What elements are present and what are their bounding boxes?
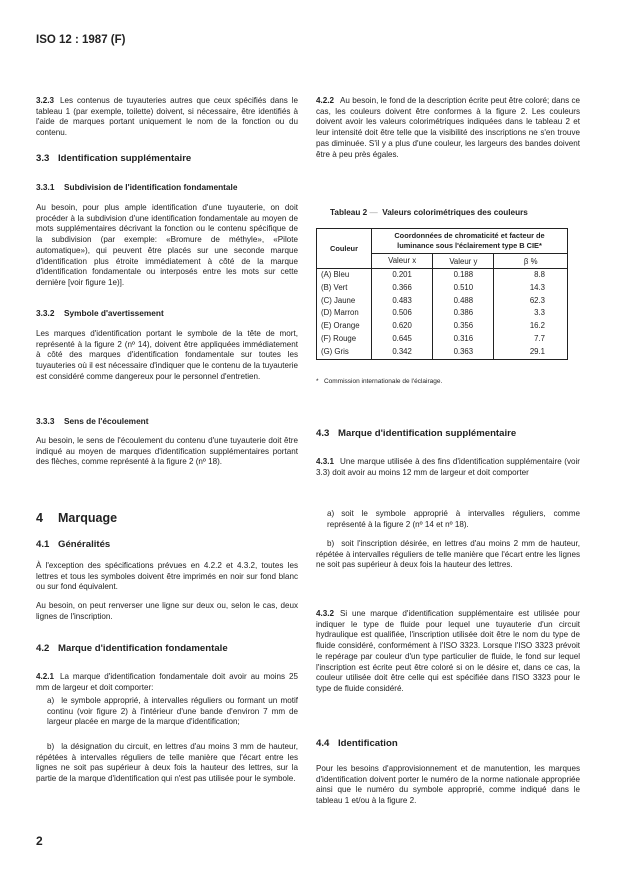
heading-4-4: 4.4 Identification <box>316 738 398 749</box>
paragraph-3-3-2: Les marques d'identification portant le symbole de la tête de mort, représenté à la figure 2 (nº 14), doivent être appliquées immédiatement à côté des marques d'identification fondamentale sur toutes les tuyauteries où il est nécessaire d'indiquer que le contenu de la tuyauterie est considéré comme dangereux pour le personnel d'entretien. <box>36 329 298 381</box>
clause-4-2-1-item-b: b) la désignation du circuit, en lettres d'au moins 3 mm de hauteur, répétées à intervalles réguliers de telle manière que l'écart entre les lignes ne soit pas supérieur à deux fois la hauteur des lettres, sur la partie de la marque d'identification qui n'est pas utilisée pour le symbole. <box>36 742 298 784</box>
paragraph-3-3-3: Au besoin, le sens de l'écoulement du contenu d'une tuyauterie doit être indiqué au moyen de marques d'identification supplémentaires portant des flèches, comme représenté à la figure 2 (nº 18). <box>36 436 298 467</box>
cell-couleur: (E) Orange <box>317 320 372 333</box>
clause-4-3-2: 4.3.2 Si une marque d'identification supplémentaire est utilisée pour indiquer le type de fluide pour lequel une tuyauterie d'un circuit hydraulique est qualifiée, l'inscription utilisée doit être le nom du type de fluide considéré, conformément à l'ISO 3323. Lorsque l'ISO 3323 prévoit le repérage par couleur d'un type particulier de fluide, le fond sur lequel l'inscription est écrite peut être coloré si on le désire et, dans ce cas, la couleur utilisée doit être celle qui est spécifiée dans l'ISO 3323 pour le type de fluide considéré. <box>316 609 580 693</box>
cell-beta: 16.2 <box>529 321 545 331</box>
table-caption: Tableau 2 — Valeurs colorimétriques des couleurs <box>330 208 528 217</box>
clause-4-3-1-item-b: b) soit l'inscription désirée, en lettres d'au moins 2 mm de hauteur, répétée à intervalles réguliers de telle manière que l'écart entre les lignes ne soit pas supérieur à deux fois la hauteur des lettres. <box>316 539 580 570</box>
cell-x: 0.342 <box>372 346 433 359</box>
cell-couleur: (F) Rouge <box>317 333 372 346</box>
heading-4: 4 Marquage <box>36 511 118 525</box>
cell-x: 0.483 <box>372 295 433 308</box>
table-row <box>317 307 568 320</box>
cell-beta: 62.3 <box>529 295 545 305</box>
cell-x: 0.366 <box>372 282 433 295</box>
table-row <box>317 295 568 308</box>
column-header-couleur: Couleur <box>317 229 372 269</box>
heading-4-3: 4.3 Marque d'identification supplémentaire <box>316 428 517 439</box>
colorimetric-table <box>316 228 568 360</box>
heading-4-2: 4.2 Marque d'identification fondamentale <box>36 643 228 654</box>
cell-y: 0.316 <box>433 333 494 346</box>
cell-couleur: (B) Vert <box>317 282 372 295</box>
column-header-y: Valeur y <box>433 254 494 269</box>
document-header: ISO 12 : 1987 (F) <box>36 34 126 46</box>
cell-y: 0.356 <box>433 320 494 333</box>
paragraph-4-1-a: À l'exception des spécifications prévues en 4.2.2 et 4.3.2, toutes les lettres et tous les symboles doivent être imprimés en noir sur fond blanc ou sur fond équivalent. <box>36 561 298 592</box>
column-header-x: Valeur x <box>372 254 433 269</box>
cell-x: 0.620 <box>372 320 433 333</box>
cell-couleur: (C) Jaune <box>317 295 372 308</box>
heading-3-3: 3.3 Identification supplémentaire <box>36 153 192 164</box>
cell-x: 0.506 <box>372 307 433 320</box>
table-row <box>317 320 568 333</box>
heading-3-3-1: 3.3.1 Subdivision de l'identification fondamentale <box>36 182 238 192</box>
heading-3-3-2: 3.3.2 Symbole d'avertissement <box>36 308 164 318</box>
cell-y: 0.510 <box>433 282 494 295</box>
paragraph-4-1-b: Au besoin, on peut renverser une ligne sur deux ou, selon le cas, deux lignes de l'inscription. <box>36 601 298 621</box>
table-row <box>317 346 568 359</box>
table-footnote: * Commission internationale de l'éclairage. <box>316 378 443 385</box>
paragraph-4-4: Pour les besoins d'approvisionnement et de manutention, les marques d'identification doivent porter le numéro de la norme nationale appropriée ainsi que le numéro du symbole approprié, comme indiqué dans le tableau 1 et/ou à la figure 2. <box>316 764 580 806</box>
heading-4-1: 4.1 Généralités <box>36 539 111 550</box>
cell-y: 0.488 <box>433 295 494 308</box>
clause-4-3-1: 4.3.1 Une marque utilisée à des fins d'identification supplémentaire (voir 3.3) doit avoir au moins 12 mm de largeur et doit comporter <box>316 457 580 477</box>
column-header-beta: β % <box>523 256 538 266</box>
cell-beta: 8.8 <box>534 270 545 279</box>
page-number: 2 <box>36 834 43 848</box>
cell-beta: 29.1 <box>529 346 545 356</box>
table-row <box>317 333 568 346</box>
cell-y: 0.386 <box>433 307 494 320</box>
table-row <box>317 269 568 282</box>
clause-4-2-1-item-a: a) le symbole approprié, à intervalles réguliers ou formant un motif continu (voir figure 2) à l'intérieur d'une bande d'environ 7 mm de largeur placée en marge de la marque d'identification; <box>47 696 298 727</box>
cell-beta: 3.3 <box>534 308 545 318</box>
cell-couleur: (A) Bleu <box>317 269 372 282</box>
cell-y: 0.363 <box>433 346 494 359</box>
cell-y: 0.188 <box>433 269 494 282</box>
table-row <box>317 282 568 295</box>
heading-3-3-3: 3.3.3 Sens de l'écoulement <box>36 416 149 426</box>
cell-couleur: (G) Gris <box>317 346 372 359</box>
clause-4-2-2: 4.2.2 Au besoin, le fond de la description écrite peut être coloré; dans ce cas, les couleurs doivent être conformes à la figure 2. Les couleurs doivent avoir les valeurs colorimétriques indiquées dans le tableau 2 et leur intensité doit être telle que la visibilité des inscriptions ne s'en trouve pas diminuée. S'il y a plus d'une couleur, les largeurs des bandes doivent être à peu près égales. <box>316 96 580 159</box>
clause-4-2-1: 4.2.1 La marque d'identification fondamentale doit avoir au moins 25 mm de largeur et doit comporter: <box>36 672 298 692</box>
clause-4-3-1-item-a: a) soit le symbole approprié à intervalles réguliers, comme représenté à la figure 2 (nº 14 et nº 18). <box>327 509 580 529</box>
paragraph-3-3-1: Au besoin, pour plus ample identification d'une tuyauterie, on doit procéder à la subdivision d'une identification fondamentale au moyen de mots supplémentaires décrivant la fonction ou le contenu spécifique de la subdivision (par exemple: «Bromure de méthyle», «Pilote automatique»), qui peuvent être placés sur une seconde marque d'identification plus étroite immédiatement à côté de la marque d'identification fondamentale ou interposés entre les mots sur cette dernière [voir figure 1e)]. <box>36 203 298 287</box>
cell-x: 0.201 <box>372 269 433 282</box>
cell-beta: 14.3 <box>529 282 545 292</box>
cell-beta: 7.7 <box>534 333 545 343</box>
clause-3-2-3: 3.2.3 Les contenus de tuyauteries autres que ceux spécifiés dans le tableau 1 (par exemple, toilette) doivent, si nécessaire, être identifiés à l'aide de marques portant uniquement le nom de la fonction ou du contenu. <box>36 96 298 138</box>
cell-x: 0.645 <box>372 333 433 346</box>
cell-couleur: (D) Marron <box>317 307 372 320</box>
column-group-header: Coordonnées de chromaticité et facteur de luminance sous l'éclairement type B CIE* <box>372 229 568 254</box>
